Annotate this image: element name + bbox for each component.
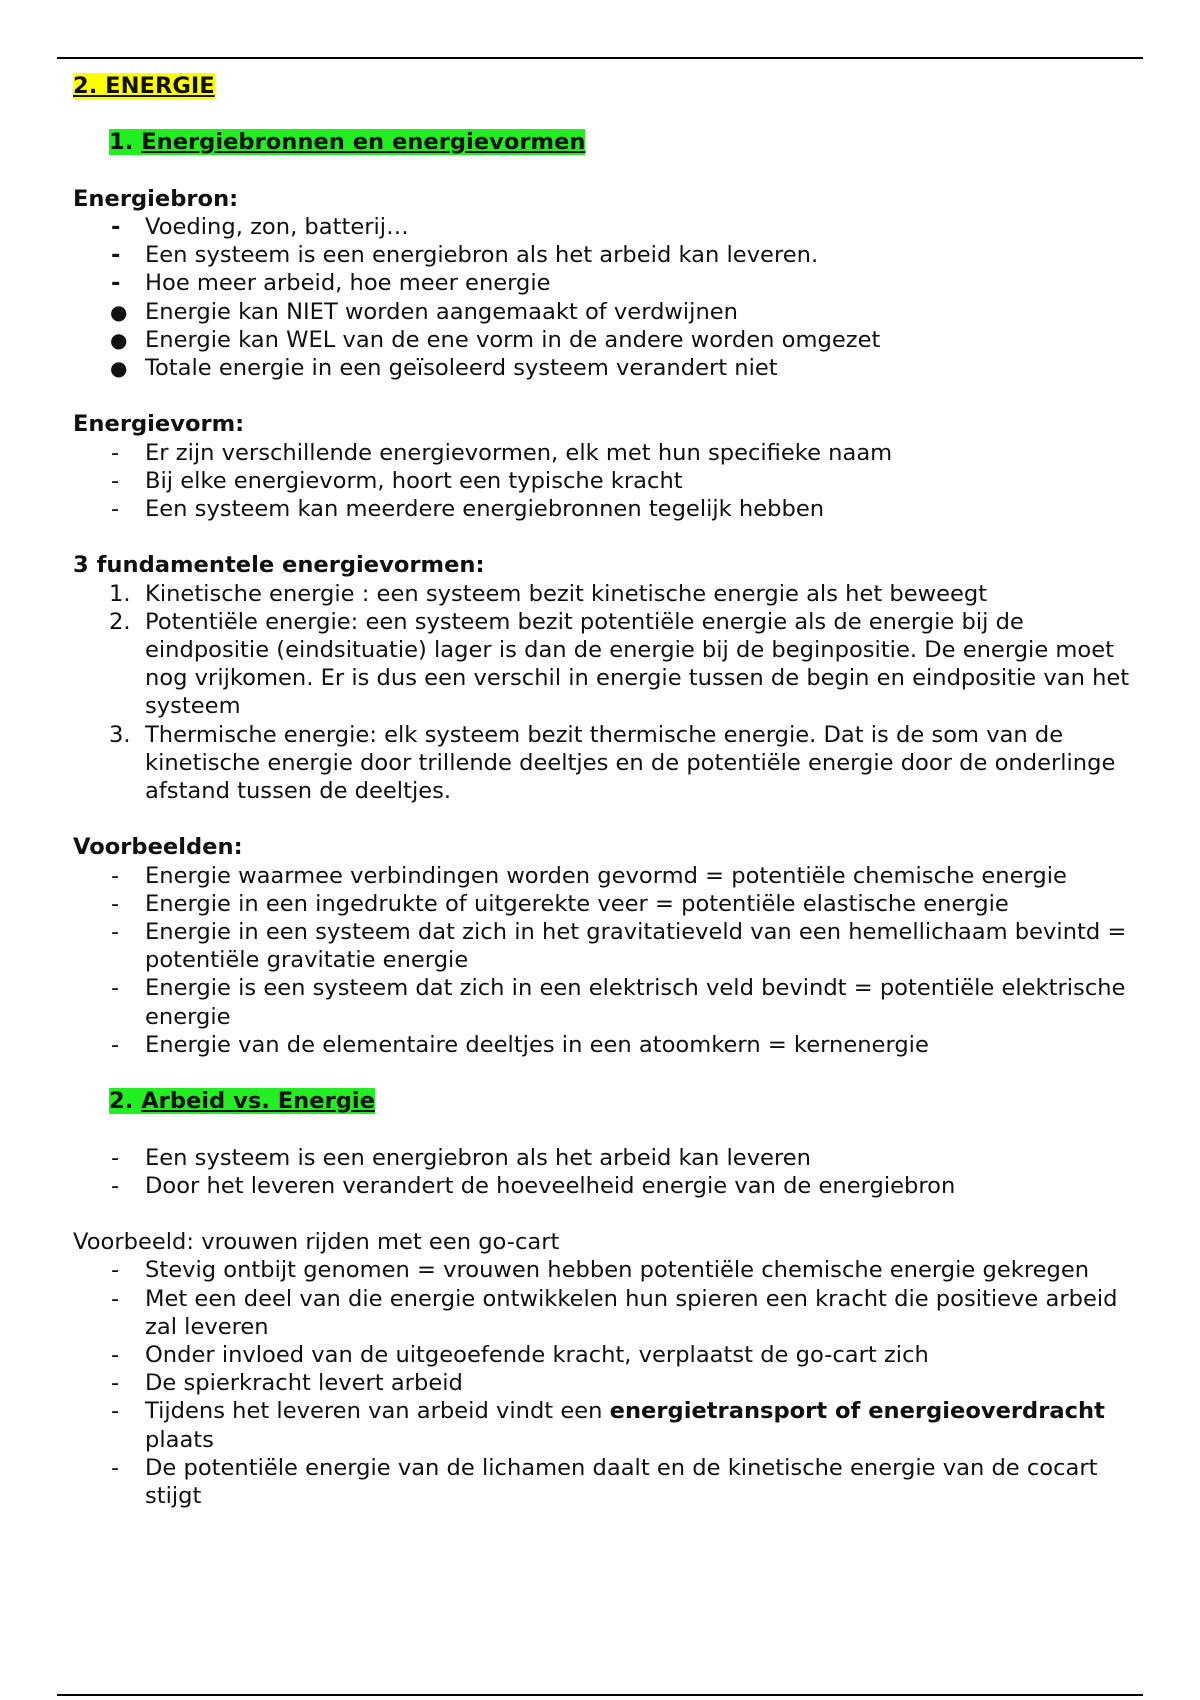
dash-bullet-icon: - <box>111 919 120 946</box>
list-item: 3. Thermische energie: elk systeem bezit thermische energie. Dat is de som van de kinetische energie door trillende deeltjes en de potentiële energie door de onderlinge afstand tussen de deeltjes. <box>109 721 1116 805</box>
energievorm-heading: Energievorm: <box>73 411 245 438</box>
fundamentele-list <box>73 580 1133 806</box>
voorbeelden-heading: Voorbeelden: <box>73 834 243 861</box>
dash-bullet-icon: - <box>111 1257 120 1284</box>
section-2-number: 2. <box>109 1088 134 1115</box>
fundamentele-heading: 3 fundamentele energievormen: <box>73 552 485 579</box>
list-item: 1. Kinetische energie : een systeem bezit kinetische energie als het beweegt <box>109 580 988 607</box>
dot-bullet-icon: ● <box>110 356 128 380</box>
page-title: 2. ENERGIE <box>73 73 215 99</box>
dot-bullet-icon: ● <box>110 327 128 352</box>
dash-bullet-icon: - <box>111 439 120 466</box>
dash-bullet-icon: - <box>111 975 120 1002</box>
dash-bullet-icon: - <box>111 890 120 917</box>
bold-term: energietransport of energieoverdracht <box>609 1398 1105 1425</box>
dash-bullet-icon: - <box>111 1454 120 1481</box>
bottom-rule <box>57 1694 1143 1696</box>
example-list <box>73 1256 1133 1510</box>
list-item: ● Energie kan WEL van de ene vorm in de andere worden omgezet <box>110 326 881 353</box>
dash-bullet-icon: - <box>111 242 121 269</box>
list-item: - Hoe meer arbeid, hoe meer energie <box>111 270 551 297</box>
dash-bullet-icon: - <box>111 1144 120 1171</box>
list-item: - Voeding, zon, batterij… <box>111 213 409 240</box>
list-item: - Energie waarmee verbindingen worden gevormd = potentiële chemische energie <box>111 862 1067 889</box>
list-item: - Er zijn verschillende energievormen, elk met hun specifieke naam <box>111 439 893 466</box>
section-1-title: Energiebronnen en energievormen <box>141 129 586 156</box>
voorbeelden-list <box>73 862 1133 1059</box>
dash-bullet-icon: - <box>111 1398 120 1425</box>
list-item: 2. Potentiële energie: een systeem bezit potentiële energie als de energie bij de eindpositie (eindsituatie) lager is dan de energie bij de beginpositie. De energie moet nog vrijkomen. Er is dus een verschil in energie tussen de begin en eindpositie van het systeem <box>109 608 1130 720</box>
section-2-title: Arbeid vs. Energie <box>141 1088 375 1115</box>
arbeid-list <box>73 1144 1133 1200</box>
energievorm-list <box>73 439 1133 524</box>
list-item: - Energie in een ingedrukte of uitgerekte veer = potentiële elastische energie <box>111 890 1009 917</box>
list-item: - Energie van de elementaire deeltjes in een atoomkern = kernenergie <box>111 1031 929 1058</box>
dash-bullet-icon: - <box>111 270 121 297</box>
dash-bullet-icon: - <box>111 1370 120 1397</box>
dash-bullet-icon: - <box>111 213 121 240</box>
list-item: - Energie is een systeem dat zich in een elektrisch veld bevindt = potentiële elektrische energie <box>111 975 1126 1030</box>
dot-bullet-icon: ● <box>110 299 128 324</box>
list-item: - De potentiële energie van de lichamen daalt en de kinetische energie van de cocart stijgt <box>111 1454 1098 1510</box>
energiebron-list <box>73 213 1133 382</box>
list-item: - Bij elke energievorm, hoort een typische kracht <box>111 467 683 494</box>
dash-bullet-icon: - <box>111 467 120 494</box>
list-item: - De spierkracht levert arbeid <box>111 1370 463 1397</box>
section-2-heading <box>73 1087 1133 1115</box>
list-item: - Een systeem kan meerdere energiebronnen tegelijk hebben <box>111 496 825 522</box>
dash-bullet-icon: - <box>111 1285 120 1312</box>
example-intro: Voorbeeld: vrouwen rijden met een go-cart <box>73 1229 560 1256</box>
top-rule <box>57 57 1143 59</box>
dash-bullet-icon: - <box>111 1031 120 1058</box>
dash-bullet-icon: - <box>111 862 120 889</box>
list-item: - Door het leveren verandert de hoeveelheid energie van de energiebron <box>111 1172 956 1199</box>
dash-bullet-icon: - <box>111 1172 120 1199</box>
list-item: - Stevig ontbijt genomen = vrouwen hebben potentiële chemische energie gekregen <box>111 1257 1090 1284</box>
section-1-number: 1. <box>109 129 134 156</box>
energiebron-heading: Energiebron: <box>73 185 239 212</box>
list-item: - Een systeem is een energiebron als het arbeid kan leveren <box>111 1144 811 1171</box>
document-body <box>73 72 1133 1510</box>
dash-bullet-icon: - <box>111 1342 120 1369</box>
list-item: - Tijdens het leveren van arbeid vindt een energietransport of energieoverdracht plaats <box>111 1398 1105 1453</box>
section-1-heading <box>73 128 1133 156</box>
list-item: ● Totale energie in een geïsoleerd systeem verandert niet <box>110 355 778 381</box>
list-item: ● Energie kan NIET worden aangemaakt of verdwijnen <box>110 298 738 325</box>
dash-bullet-icon: - <box>111 496 120 522</box>
list-item: - Energie in een systeem dat zich in het gravitatieveld van een hemellichaam bevintd = potentiële gravitatie energie <box>111 919 1127 974</box>
list-item: - Onder invloed van de uitgeoefende kracht, verplaatst de go-cart zich <box>111 1342 929 1369</box>
list-item: - Een systeem is een energiebron als het arbeid kan leveren. <box>111 242 819 269</box>
list-item: - Met een deel van die energie ontwikkelen hun spieren een kracht die positieve arbeid zal leveren <box>111 1285 1118 1340</box>
